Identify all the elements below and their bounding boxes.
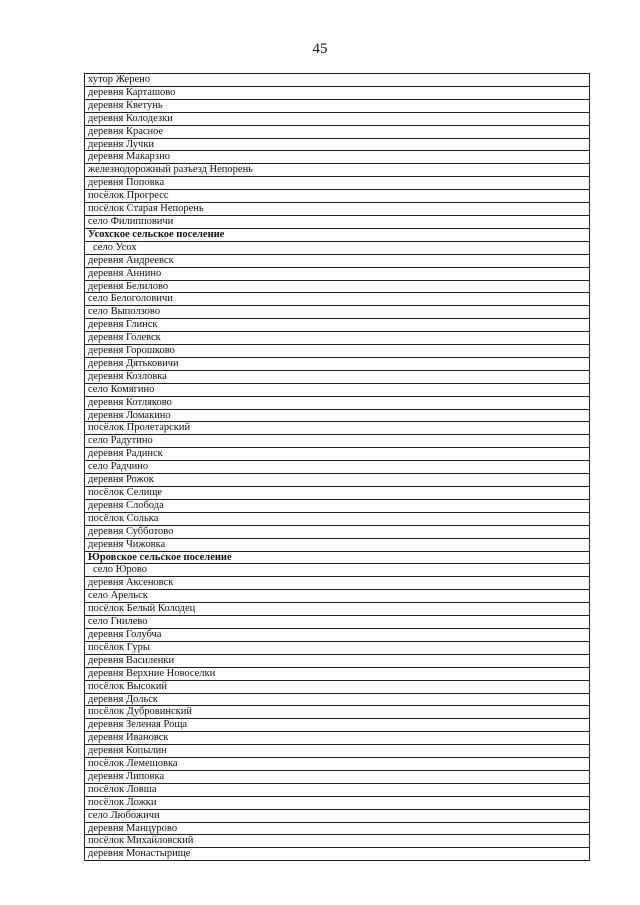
settlement-name-cell: деревня Дятьковичи (85, 357, 590, 370)
settlement-name-cell: деревня Козловка (85, 370, 590, 383)
table-row (85, 293, 590, 306)
table-row (85, 474, 590, 487)
table-row (85, 732, 590, 745)
table-row (85, 99, 590, 112)
table-row (85, 112, 590, 125)
settlement-name-cell: село Радчино (85, 461, 590, 474)
settlement-name-cell: посёлок Белый Колодец (85, 603, 590, 616)
table-row (85, 719, 590, 732)
table-row (85, 203, 590, 216)
table-row (85, 435, 590, 448)
settlement-name-cell: посёлок Ловша (85, 783, 590, 796)
settlement-name-cell: село Радутино (85, 435, 590, 448)
settlement-name-cell: деревня Голубча (85, 628, 590, 641)
settlement-name-cell: деревня Лучки (85, 138, 590, 151)
settlement-name-cell: деревня Поповка (85, 177, 590, 190)
settlement-name-cell: посёлок Прогресс (85, 190, 590, 203)
table-row (85, 306, 590, 319)
table-row (85, 138, 590, 151)
settlement-name-cell: деревня Верхние Новоселки (85, 667, 590, 680)
settlement-name-cell: село Выползово (85, 306, 590, 319)
settlement-name-cell: хутор Жерено (85, 74, 590, 87)
table-row (85, 254, 590, 267)
settlement-name-cell: деревня Василенки (85, 654, 590, 667)
settlement-name-cell: деревня Аннино (85, 267, 590, 280)
table-row (85, 357, 590, 370)
settlement-name-cell: деревня Субботово (85, 525, 590, 538)
table-row (85, 74, 590, 87)
settlement-name-cell: деревня Голевск (85, 332, 590, 345)
settlement-name-cell: посёлок Михайловский (85, 835, 590, 848)
table-row (85, 641, 590, 654)
table-row (85, 151, 590, 164)
section-header-cell: Юровское сельское поселение (85, 551, 590, 564)
table-row (85, 177, 590, 190)
settlement-name-cell: село Усох (85, 241, 590, 254)
table-row (85, 680, 590, 693)
table-row (85, 822, 590, 835)
table-row (85, 487, 590, 500)
settlement-name-cell: посёлок Дубровинский (85, 706, 590, 719)
settlement-name-cell: село Гнилево (85, 616, 590, 629)
settlement-name-cell: посёлок Селище (85, 487, 590, 500)
table-row (85, 525, 590, 538)
table-row (85, 396, 590, 409)
table-row (85, 164, 590, 177)
table-row (85, 370, 590, 383)
table-row (85, 332, 590, 345)
settlement-name-cell: посёлок Ложки (85, 796, 590, 809)
table-row (85, 215, 590, 228)
table-row (85, 190, 590, 203)
table-row (85, 345, 590, 358)
settlement-name-cell: деревня Ломакино (85, 409, 590, 422)
settlement-name-cell: деревня Белилово (85, 280, 590, 293)
table-row (85, 564, 590, 577)
table-row (85, 512, 590, 525)
settlement-name-cell: посёлок Старая Непорень (85, 203, 590, 216)
settlement-name-cell: село Комягино (85, 383, 590, 396)
table-row (85, 86, 590, 99)
table-row (85, 499, 590, 512)
table-row (85, 783, 590, 796)
table-row (85, 590, 590, 603)
table-row (85, 448, 590, 461)
settlement-name-cell: деревня Дольск (85, 693, 590, 706)
table-row (85, 125, 590, 138)
table-row (85, 706, 590, 719)
table-row (85, 616, 590, 629)
settlement-name-cell: село Юрово (85, 564, 590, 577)
table-row (85, 603, 590, 616)
table-row (85, 809, 590, 822)
settlement-name-cell: село Филипповичи (85, 215, 590, 228)
settlement-name-cell: деревня Чижовка (85, 538, 590, 551)
settlement-name-cell: железнодорожный разъезд Непорень (85, 164, 590, 177)
table-row (85, 267, 590, 280)
section-header-cell: Усохское сельское поселение (85, 228, 590, 241)
settlement-name-cell: деревня Слобода (85, 499, 590, 512)
settlement-name-cell: деревня Кветунь (85, 99, 590, 112)
settlement-name-cell: деревня Карташово (85, 86, 590, 99)
table-row (85, 319, 590, 332)
settlement-name-cell: село Любожичи (85, 809, 590, 822)
settlement-name-cell: село Белоголовичи (85, 293, 590, 306)
settlement-name-cell: деревня Монастырище (85, 848, 590, 861)
settlement-name-cell: деревня Красное (85, 125, 590, 138)
table-row (85, 745, 590, 758)
section-header-row (85, 228, 590, 241)
settlement-name-cell: посёлок Высокий (85, 680, 590, 693)
settlement-name-cell: деревня Ивановск (85, 732, 590, 745)
table-row (85, 280, 590, 293)
settlement-name-cell: деревня Зеленая Роща (85, 719, 590, 732)
settlement-name-cell: посёлок Пролетарский (85, 422, 590, 435)
table-row (85, 422, 590, 435)
table-row (85, 770, 590, 783)
table-row (85, 835, 590, 848)
table-row (85, 758, 590, 771)
settlements-table (84, 73, 590, 861)
settlement-name-cell: деревня Андреевск (85, 254, 590, 267)
section-header-row (85, 551, 590, 564)
settlement-name-cell: деревня Аксеновск (85, 577, 590, 590)
settlement-name-cell: деревня Макарзно (85, 151, 590, 164)
settlement-name-cell: посёлок Лемешовка (85, 758, 590, 771)
settlement-name-cell: деревня Манцурово (85, 822, 590, 835)
settlements-table-body (85, 74, 590, 861)
settlement-name-cell: деревня Рожок (85, 474, 590, 487)
table-row (85, 383, 590, 396)
settlement-name-cell: село Арельск (85, 590, 590, 603)
settlement-name-cell: деревня Колодезки (85, 112, 590, 125)
table-row (85, 667, 590, 680)
settlement-name-cell: деревня Котляково (85, 396, 590, 409)
table-row (85, 538, 590, 551)
settlement-name-cell: деревня Копылин (85, 745, 590, 758)
settlement-name-cell: посёлок Гуры (85, 641, 590, 654)
page-number: 45 (312, 41, 328, 57)
table-row (85, 848, 590, 861)
table-row (85, 461, 590, 474)
table-row (85, 628, 590, 641)
table-row (85, 241, 590, 254)
table-row (85, 796, 590, 809)
settlement-name-cell: деревня Липовка (85, 770, 590, 783)
table-row (85, 693, 590, 706)
settlement-name-cell: деревня Горошково (85, 345, 590, 358)
settlement-name-cell: деревня Глинск (85, 319, 590, 332)
settlement-name-cell: деревня Радинск (85, 448, 590, 461)
table-row (85, 577, 590, 590)
table-row (85, 654, 590, 667)
settlement-name-cell: посёлок Солька (85, 512, 590, 525)
table-row (85, 409, 590, 422)
